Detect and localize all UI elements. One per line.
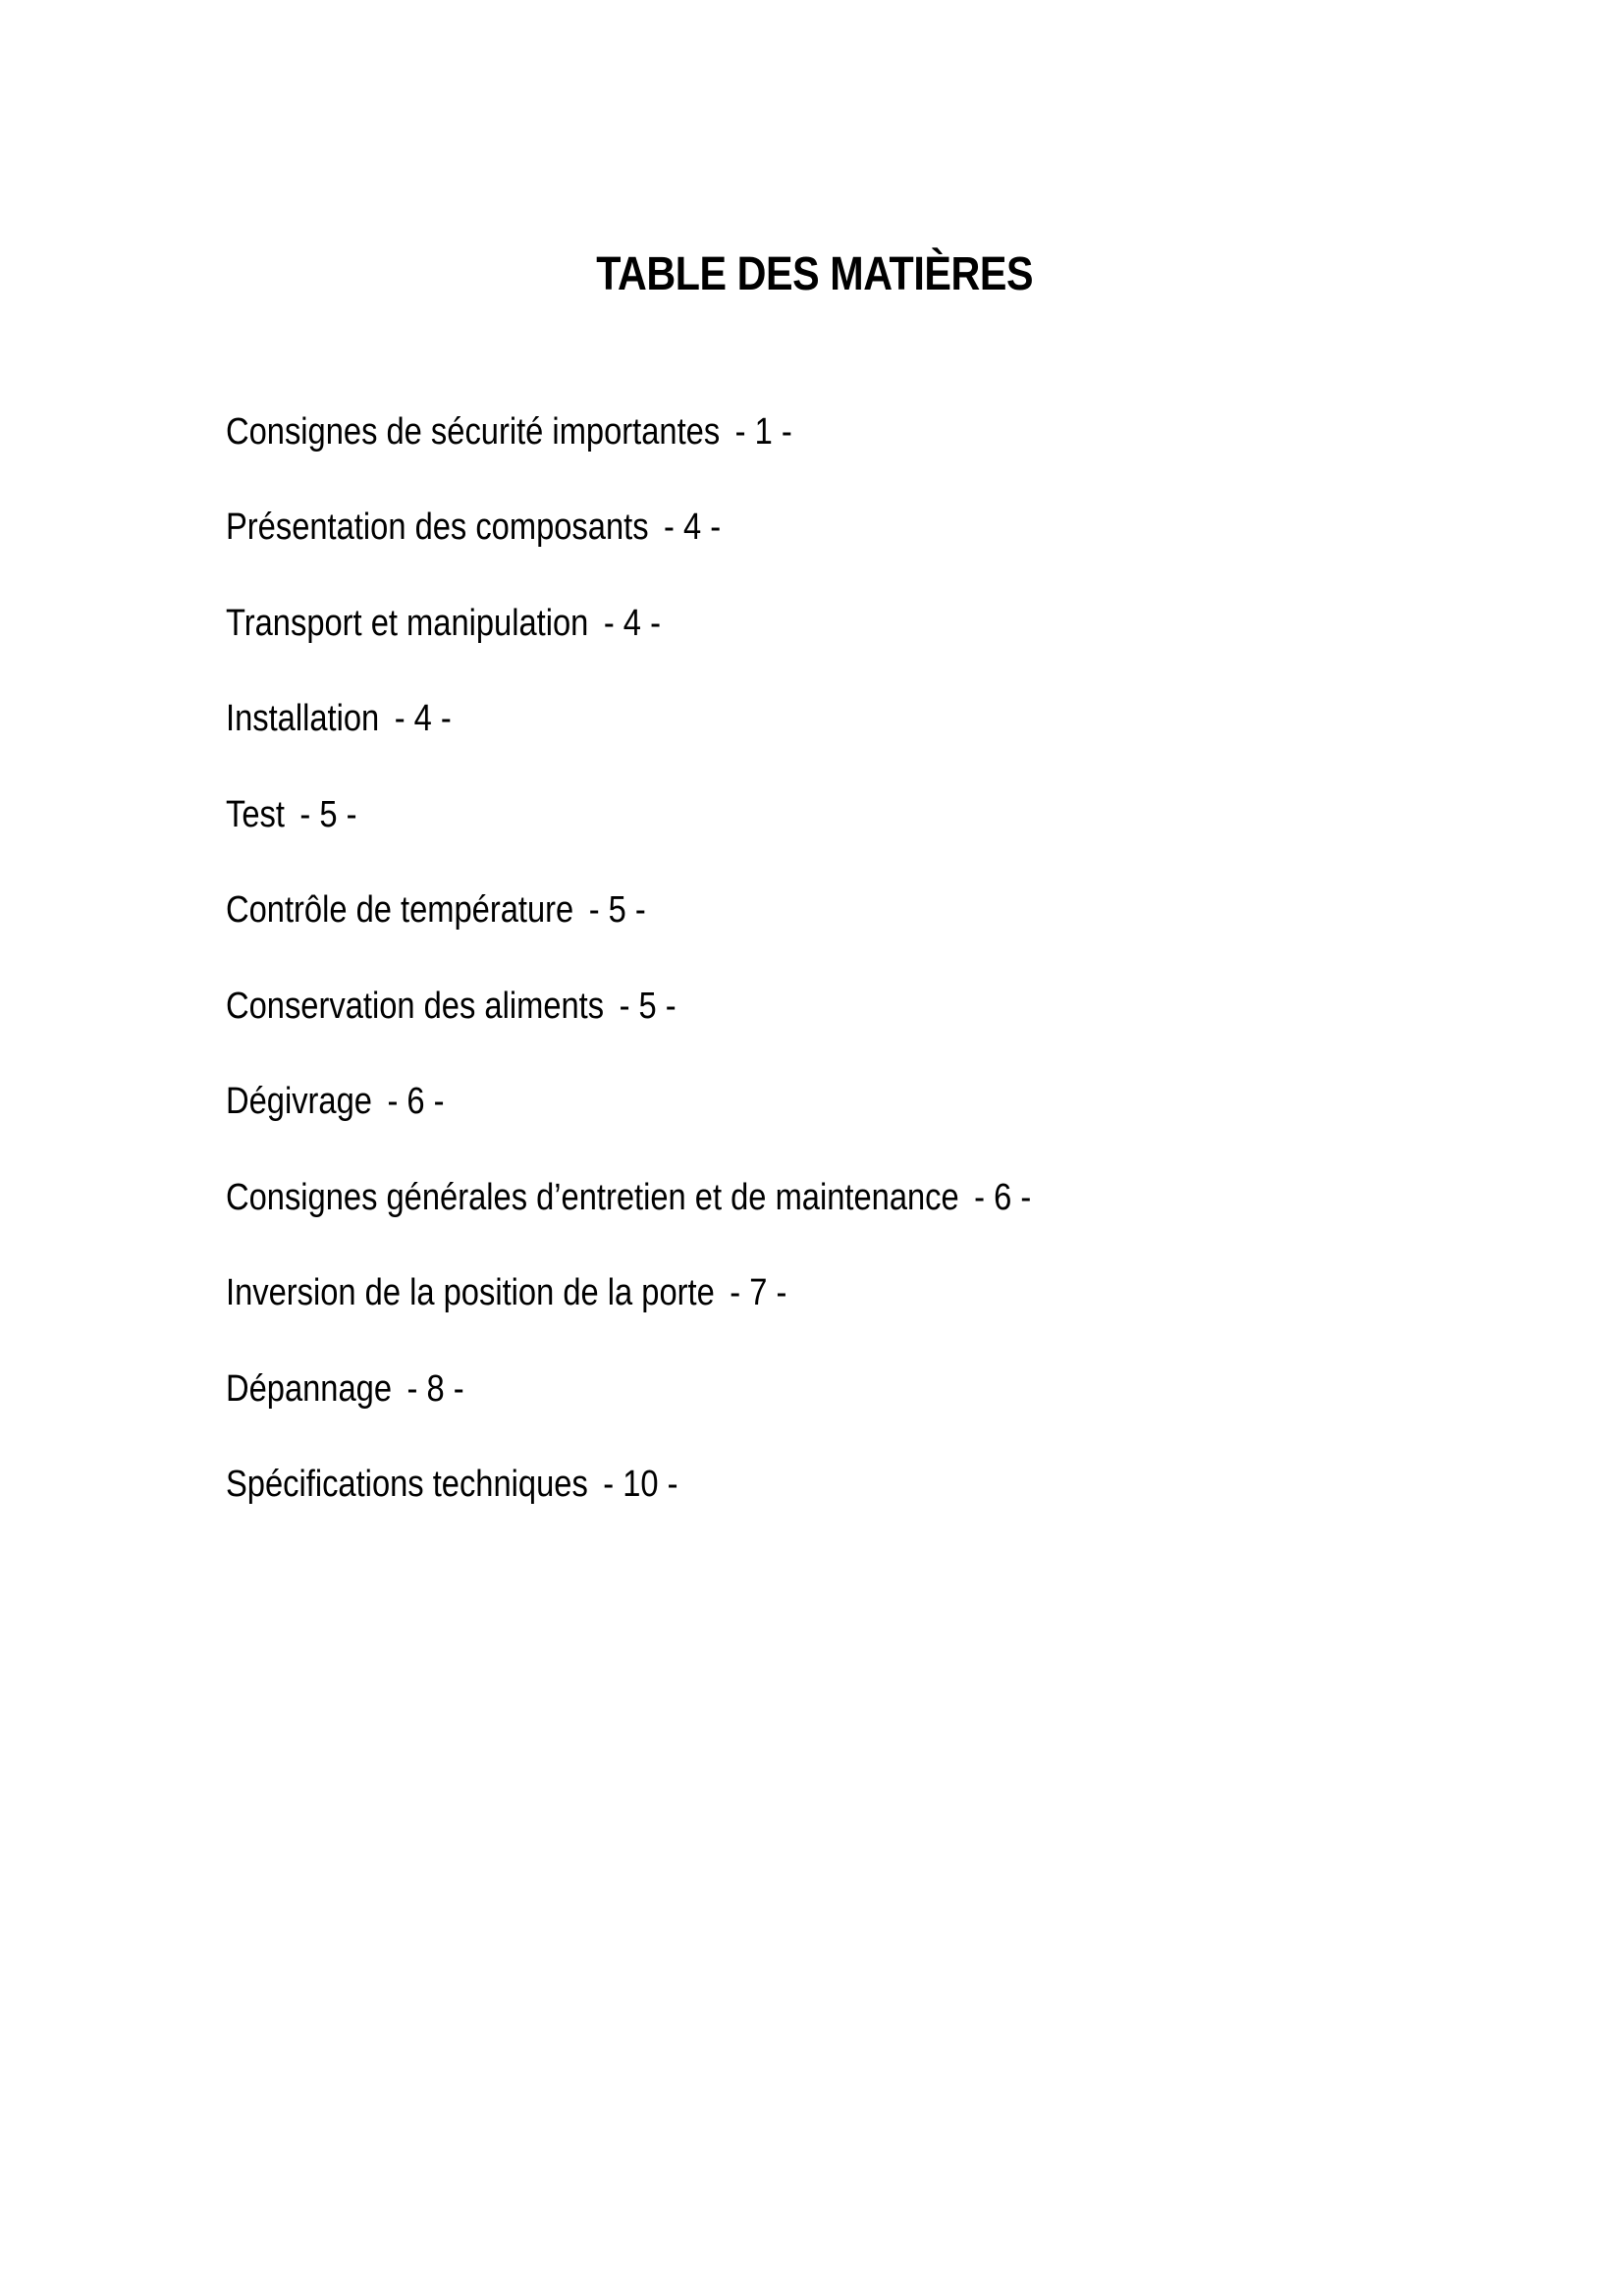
toc-entry: [226, 1176, 1031, 1219]
toc-entry: [226, 888, 646, 932]
toc-entry-page: - 4 -: [394, 698, 452, 739]
toc-entry-page: - 1 -: [734, 411, 792, 453]
toc-entry: [226, 1367, 464, 1411]
toc-entry: [226, 1463, 678, 1506]
toc-entry-page: - 4 -: [664, 507, 722, 548]
toc-entry-page: - 4 -: [603, 603, 661, 644]
toc-entry-label: Présentation des composants: [226, 507, 649, 548]
toc-entry: [226, 1080, 445, 1123]
toc-entry-label: Contrôle de température: [226, 889, 574, 931]
toc-entry-label: Installation: [226, 698, 380, 739]
toc-entry: [226, 985, 677, 1028]
toc-entry-label: Conservation des aliments: [226, 986, 605, 1027]
toc-entry: [226, 1271, 786, 1314]
toc-entry-label: Dépannage: [226, 1368, 393, 1410]
toc-entry: [226, 793, 357, 836]
toc-entry: [226, 602, 661, 645]
toc-entry-label: Transport et manipulation: [226, 603, 589, 644]
toc-entry-label: Consignes de sécurité importantes: [226, 411, 721, 453]
toc-entry-page: - 10 -: [603, 1464, 678, 1505]
toc-entry-label: Test: [226, 794, 285, 835]
toc-entry-page: - 6 -: [387, 1081, 445, 1122]
page-title: TABLE DES MATIÈRES: [596, 248, 1034, 300]
toc-entry: [226, 506, 721, 549]
toc-entry-page: - 5 -: [299, 794, 357, 835]
toc-entry-label: Consignes générales d’entretien et de maintenance: [226, 1177, 959, 1218]
toc-entry: [226, 697, 452, 740]
toc-entry-page: - 7 -: [730, 1272, 787, 1313]
toc-entry-page: - 6 -: [974, 1177, 1032, 1218]
toc-entry-page: - 5 -: [619, 986, 677, 1027]
toc-entry-label: Dégivrage: [226, 1081, 372, 1122]
toc-entry-label: Inversion de la position de la porte: [226, 1272, 715, 1313]
toc-entry-page: - 5 -: [588, 889, 646, 931]
toc-entry-page: - 8 -: [406, 1368, 464, 1410]
toc-entry-label: Spécifications techniques: [226, 1464, 588, 1505]
toc-entry: [226, 410, 792, 454]
